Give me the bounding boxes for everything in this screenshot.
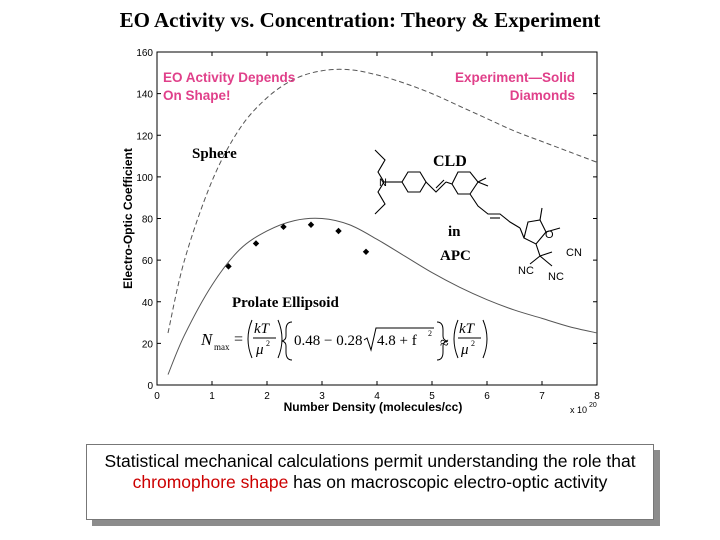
- slide-title: EO Activity vs. Concentration: Theory & Experiment: [119, 8, 601, 32]
- formula-kt: kT: [254, 321, 269, 337]
- formula-kt-right: kT: [459, 321, 474, 337]
- annotation-on-shape: On Shape!: [163, 88, 231, 103]
- caption-highlight: chromophore shape: [132, 472, 289, 492]
- y-tick-label: 100: [136, 172, 153, 184]
- x-tick-label: 7: [539, 391, 545, 402]
- y-tick-label: 40: [141, 297, 153, 309]
- x-tick-label: 0: [154, 391, 160, 402]
- formula-mu: μ: [256, 342, 264, 358]
- molecule-n-label: N: [379, 177, 387, 189]
- x-tick-label: 1: [209, 391, 215, 402]
- x-multiplier: x 10: [570, 405, 588, 415]
- molecule-nc-label: NC: [548, 271, 564, 283]
- y-tick-label: 80: [141, 214, 153, 226]
- sphere-curve: [168, 69, 597, 333]
- x-axis-label: Number Density (molecules/cc): [283, 400, 463, 414]
- plot-series: [168, 69, 597, 374]
- caption-box: [86, 444, 654, 520]
- x-multiplier-exponent: 20: [589, 402, 597, 409]
- formula-f-exponent: 2: [428, 329, 432, 338]
- formula-inner: 0.48 − 0.28: [294, 333, 363, 349]
- molecule-nc-label: NC: [518, 265, 534, 277]
- y-tick-label: 20: [141, 339, 153, 351]
- label-prolate-ellipsoid: Prolate Ellipsoid: [232, 295, 339, 311]
- y-tick-label: 0: [147, 381, 153, 392]
- x-tick-label: 2: [264, 391, 270, 402]
- formula-mu-exponent-right: 2: [471, 339, 475, 348]
- experiment-diamond: [335, 228, 341, 234]
- annotation-eo-depends: EO Activity Depends: [163, 70, 296, 85]
- x-tick-label: 6: [484, 391, 490, 402]
- y-tick-label: 60: [141, 256, 153, 268]
- formula-root-arg: 4.8 + f: [377, 333, 417, 349]
- experiment-diamond: [363, 249, 369, 255]
- formula-approx: ≈: [440, 335, 449, 352]
- label-sphere: Sphere: [192, 146, 237, 162]
- x-tick-label: 8: [594, 391, 600, 402]
- formula-n: N: [201, 330, 213, 349]
- formula-n-subscript: max: [214, 342, 230, 352]
- y-tick-label: 140: [136, 89, 153, 101]
- caption-text-start: Statistical mechanical calculations permit understanding the role that: [104, 451, 636, 471]
- x-tick-label: 4: [374, 391, 380, 402]
- label-cld: CLD: [433, 153, 467, 170]
- experiment-diamond: [253, 240, 259, 246]
- formula-equals: =: [234, 331, 244, 348]
- formula-mu-right: μ: [461, 342, 469, 358]
- x-tick-label: 3: [319, 391, 325, 402]
- formula-mu-exponent: 2: [266, 339, 270, 348]
- y-axis-label: Electro-Optic Coefficient: [121, 148, 135, 289]
- annotation-diamonds: Diamonds: [509, 88, 575, 103]
- x-tick-label: 5: [429, 391, 435, 402]
- molecule-cn-label: CN: [566, 247, 582, 259]
- experiment-diamond: [308, 222, 314, 228]
- annotation-experiment: Experiment—Solid: [454, 70, 575, 85]
- label-apc: APC: [440, 248, 471, 264]
- plot-axes: [121, 48, 600, 415]
- label-in: in: [448, 224, 461, 240]
- nmax-formula: [200, 320, 487, 360]
- y-tick-label: 160: [136, 48, 153, 59]
- y-tick-label: 120: [136, 131, 153, 143]
- caption-text-end: has on macroscopic electro-optic activity: [288, 472, 608, 492]
- molecule-o-label: O: [545, 229, 554, 241]
